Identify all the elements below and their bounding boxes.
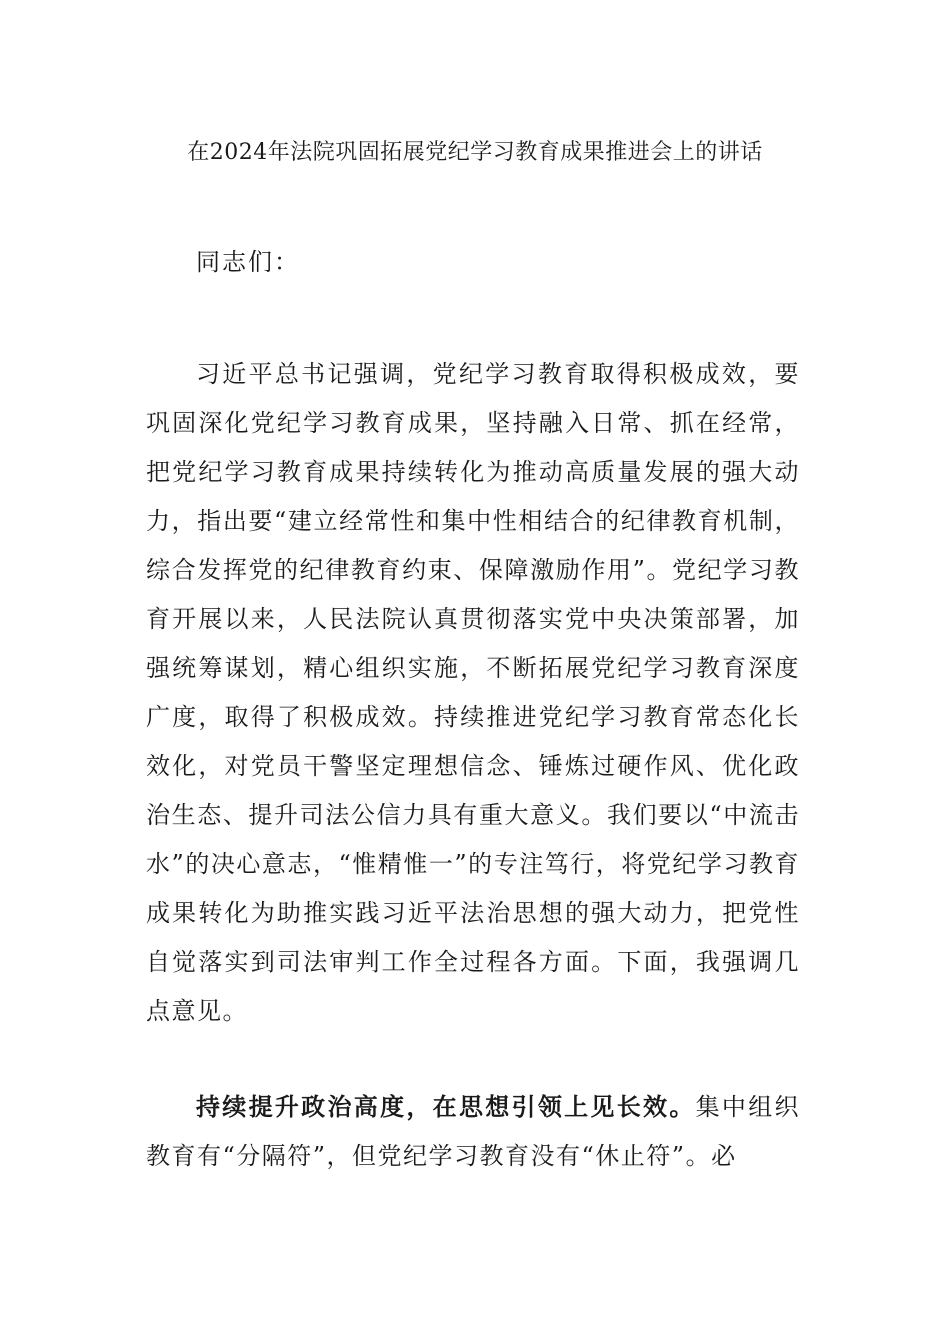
paragraph-2-text: 集中组织教育有“分隔符”，但党纪学习教育没有“休止符”。必 bbox=[146, 1093, 801, 1170]
paragraph-1-text: 习近平总书记强调，党纪学习教育取得积极成效，要巩固深化党纪学习教育成果，坚持融入日常、抓在经常，把党纪学习教育成果持续转化为推动高质量发展的强大动力，指出要“建立经常性和集中性相结合的纪律教育机制，综合发挥党的纪律教育约束、保障激励作用”。党纪学习教育开展以来，人民法院认真贯彻落实党中央决策部署，加强统筹谋划，精心组织实施，不断拓展党纪学习教育深度广度，取得了积极成效。持续推进党纪学习教育常态化长效化，对党员干警坚定理想信念、锤炼过硬作风、优化政治生态、提升司法公信力具有重大意义。我们要以“中流击水”的决心意志，“惟精惟一”的专注笃行，将党纪学习教育成果转化为助推实践习近平法治思想的强大动力，把党性自觉落实到司法审判工作全过程各方面。下面，我强调几点意见。 bbox=[146, 360, 800, 1025]
paragraph-2-lead-heading: 持续提升政治高度，在思想引领上见长效。 bbox=[196, 1092, 696, 1121]
document-title: 在2024年法院巩固拓展党纪学习教育成果推进会上的讲话 bbox=[187, 140, 763, 165]
body-paragraph-1 bbox=[146, 350, 800, 1036]
body-paragraph-2 bbox=[146, 1082, 800, 1181]
salutation: 同志们： bbox=[196, 248, 300, 276]
